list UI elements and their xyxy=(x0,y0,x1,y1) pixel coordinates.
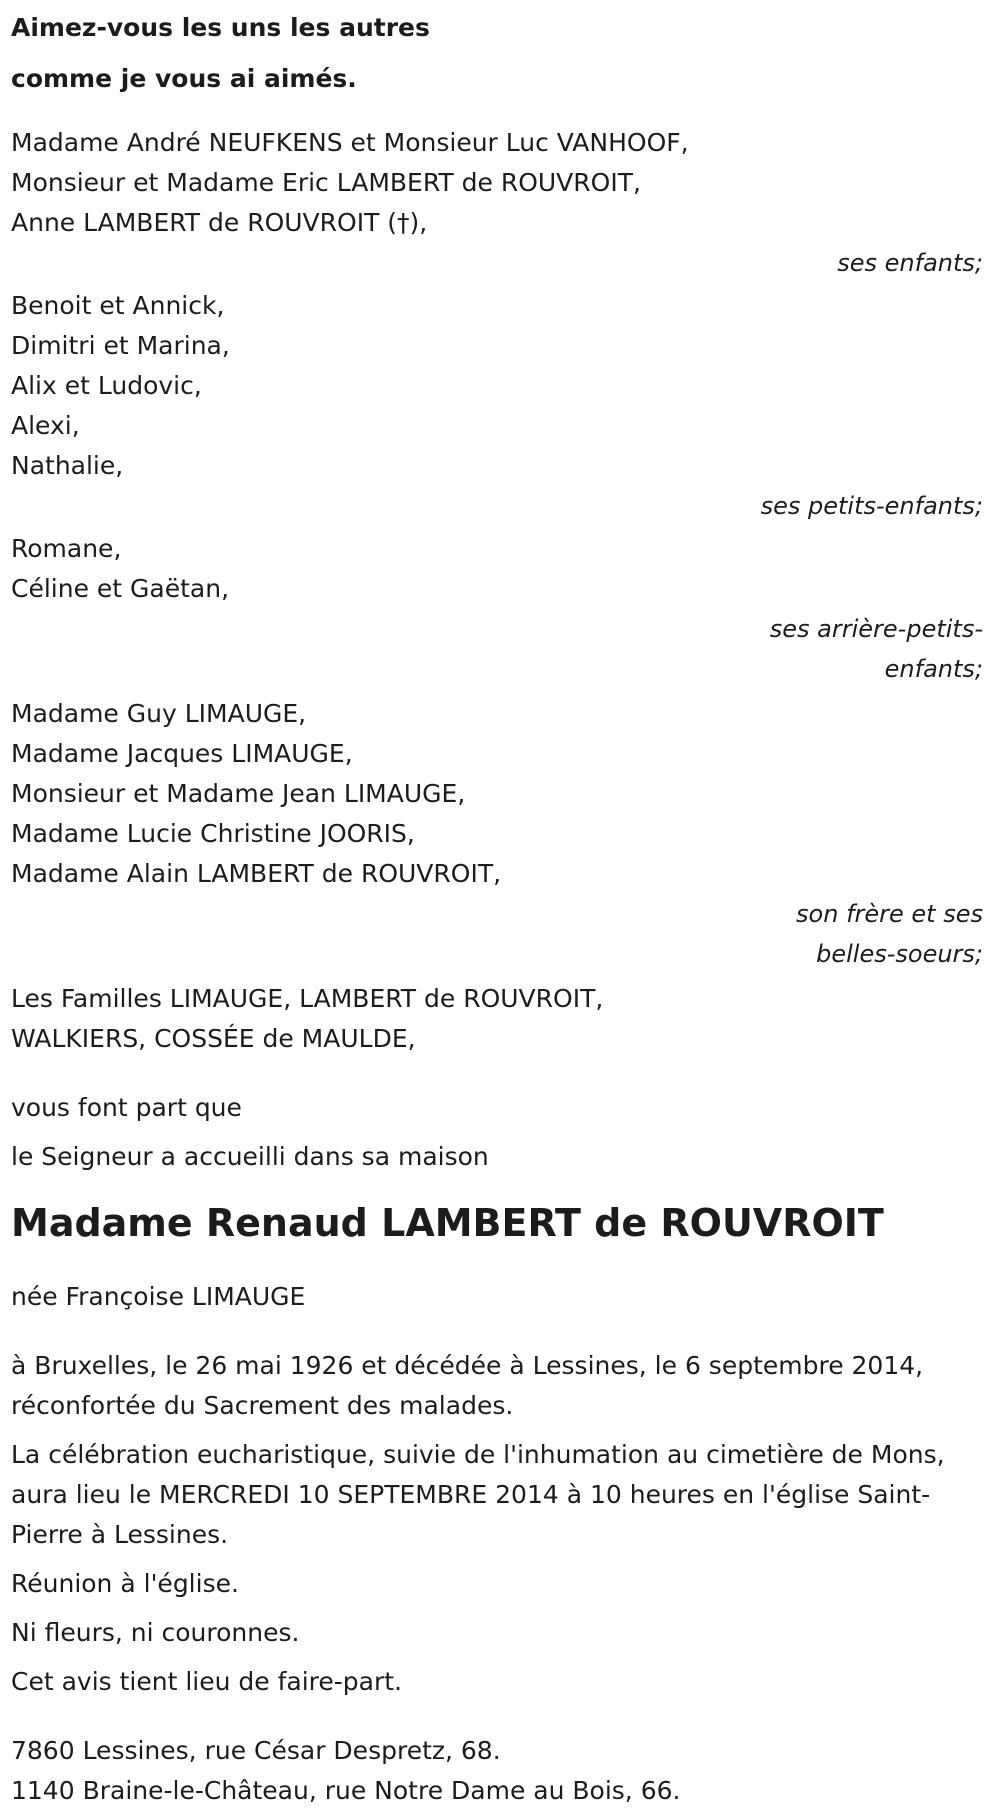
dates-paragraph: à Bruxelles, le 26 mai 1926 et décédée à Lessines, le 6 septembre 2014, réconfortée du Sacrement des malades. xyxy=(11,1351,924,1420)
grandchildren-list xyxy=(11,286,992,486)
flowers-paragraph: Ni fleurs, ni couronnes. xyxy=(11,1618,300,1647)
families-list xyxy=(11,979,992,1059)
deceased-name: Madame Renaud LAMBERT de ROUVROIT xyxy=(11,1201,884,1245)
list-item: Madame Jacques LIMAUGE, xyxy=(11,739,353,768)
list-item: Madame Lucie Christine JOORIS, xyxy=(11,819,415,848)
relation-great-grandchildren xyxy=(11,609,992,689)
children-list xyxy=(11,123,992,243)
list-item: Benoit et Annick, xyxy=(11,291,225,320)
list-item: Monsieur et Madame Jean LIMAUGE, xyxy=(11,779,466,808)
list-item: Nathalie, xyxy=(11,451,124,480)
relation-grandchildren: ses petits-enfants; xyxy=(760,492,983,520)
address-line: 7860 Lessines, rue César Despretz, 68. xyxy=(11,1736,501,1765)
announcement-line-2: le Seigneur a accueilli dans sa maison xyxy=(11,1142,489,1171)
notice-paragraph: Cet avis tient lieu de faire-part. xyxy=(11,1667,403,1696)
bible-verse xyxy=(11,2,992,104)
address-line: 1140 Braine-le-Château, rue Notre Dame au Bois, 66. xyxy=(11,1776,681,1805)
siblings-list xyxy=(11,694,992,894)
list-item: Madame Guy LIMAUGE, xyxy=(11,699,307,728)
announcement-line-1: vous font part que xyxy=(11,1093,242,1122)
list-item: WALKIERS, COSSÉE de MAULDE, xyxy=(11,1024,416,1053)
relation-siblings-text: son frère et ses belles-soeurs; xyxy=(796,900,983,968)
list-item: Madame André NEUFKENS et Monsieur Luc VANHOOF, xyxy=(11,128,689,157)
relation-children: ses enfants; xyxy=(837,249,983,277)
meeting-paragraph: Réunion à l'église. xyxy=(11,1569,239,1598)
verse-line-2: comme je vous ai aimés. xyxy=(11,64,357,93)
birth-name: née Françoise LIMAUGE xyxy=(11,1282,306,1311)
relation-siblings xyxy=(11,894,992,974)
address-list xyxy=(11,1731,992,1811)
list-item: Anne LAMBERT de ROUVROIT (†), xyxy=(11,208,428,237)
list-item: Monsieur et Madame Eric LAMBERT de ROUVROIT, xyxy=(11,168,641,197)
verse-line-1: Aimez-vous les uns les autres xyxy=(11,13,430,42)
list-item: Dimitri et Marina, xyxy=(11,331,230,360)
list-item: Alexi, xyxy=(11,411,80,440)
relation-great-grandchildren-text: ses arrière-petits-enfants; xyxy=(769,615,983,683)
list-item: Alix et Ludovic, xyxy=(11,371,202,400)
list-item: Céline et Gaëtan, xyxy=(11,574,230,603)
list-item: Les Familles LIMAUGE, LAMBERT de ROUVROIT, xyxy=(11,984,604,1013)
ceremony-paragraph: La célébration eucharistique, suivie de l'inhumation au cimetière de Mons, aura lieu le MERCREDI 10 SEPTEMBRE 2014 à 10 heures en l'église Saint-Pierre à Lessines. xyxy=(11,1440,945,1549)
list-item: Madame Alain LAMBERT de ROUVROIT, xyxy=(11,859,502,888)
list-item: Romane, xyxy=(11,534,122,563)
great-grandchildren-list xyxy=(11,529,992,609)
